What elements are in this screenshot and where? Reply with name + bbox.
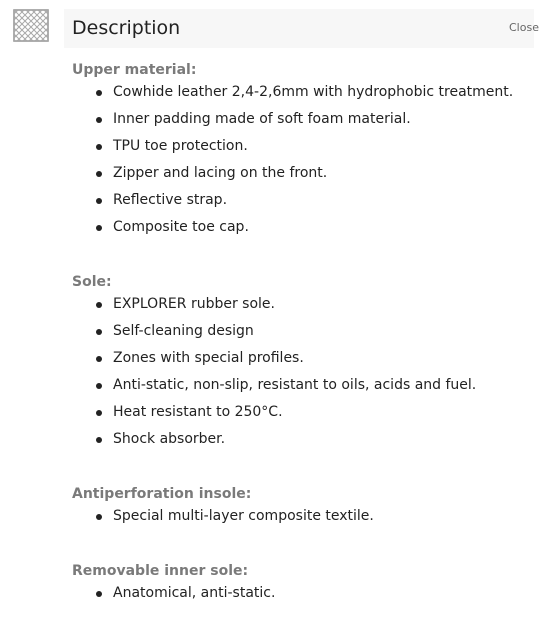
list-item [72,372,522,399]
list-item [72,187,522,214]
bullet-icon [96,383,102,389]
feature-list [72,291,522,453]
bullet-icon [96,591,102,597]
section-upper-material [72,61,522,241]
bullet-icon [96,329,102,335]
list-item [72,291,522,318]
list-item-text: Heat resistant to 250°C. [113,404,283,420]
list-item [72,503,522,530]
bullet-icon [96,437,102,443]
section-title: Removable inner sole: [72,563,249,579]
feature-list [72,580,522,607]
list-item-text: Zones with special profiles. [113,350,304,366]
description-content [72,61,522,607]
bullet-icon [96,171,102,177]
section-antiperforation-insole [72,485,522,530]
feature-list [72,503,522,530]
section-removable-inner-sole [72,562,522,607]
bullet-icon [96,302,102,308]
bullet-icon [96,356,102,362]
section-title: Sole: [72,274,112,290]
page-title: Description [72,17,181,39]
list-item-text: EXPLORER rubber sole. [113,296,275,312]
bullet-icon [96,117,102,123]
list-item-text: Self-cleaning design [113,323,254,339]
list-item [72,399,522,426]
list-item-text: Special multi-layer composite textile. [113,508,374,524]
list-item [72,214,522,241]
crosshatch-grid-icon [13,9,49,42]
bullet-icon [96,90,102,96]
list-item-text: Inner padding made of soft foam material. [113,111,411,127]
list-item-text: Shock absorber. [113,431,226,447]
list-item-text: TPU toe protection. [113,138,248,154]
list-item [72,318,522,345]
list-item [72,345,522,372]
section-title: Upper material: [72,62,197,78]
bullet-icon [96,225,102,231]
list-item [72,426,522,453]
close-button[interactable]: Close [509,21,539,34]
list-item-text: Cowhide leather 2,4-2,6mm with hydrophobic treatment. [113,84,514,100]
list-item [72,160,522,187]
bullet-icon [96,198,102,204]
list-item-text: Zipper and lacing on the front. [113,165,328,181]
section-sole [72,273,522,453]
list-item [72,106,522,133]
bullet-icon [96,410,102,416]
list-item [72,133,522,160]
list-item-text: Anti-static, non-slip, resistant to oils, acids and fuel. [113,377,477,393]
list-item [72,580,522,607]
list-item-text: Anatomical, anti-static. [113,585,276,601]
feature-list [72,79,522,241]
bullet-icon [96,514,102,520]
section-title: Antiperforation insole: [72,486,252,502]
bullet-icon [96,144,102,150]
list-item-text: Composite toe cap. [113,219,249,235]
list-item [72,79,522,106]
list-item-text: Reflective strap. [113,192,228,208]
